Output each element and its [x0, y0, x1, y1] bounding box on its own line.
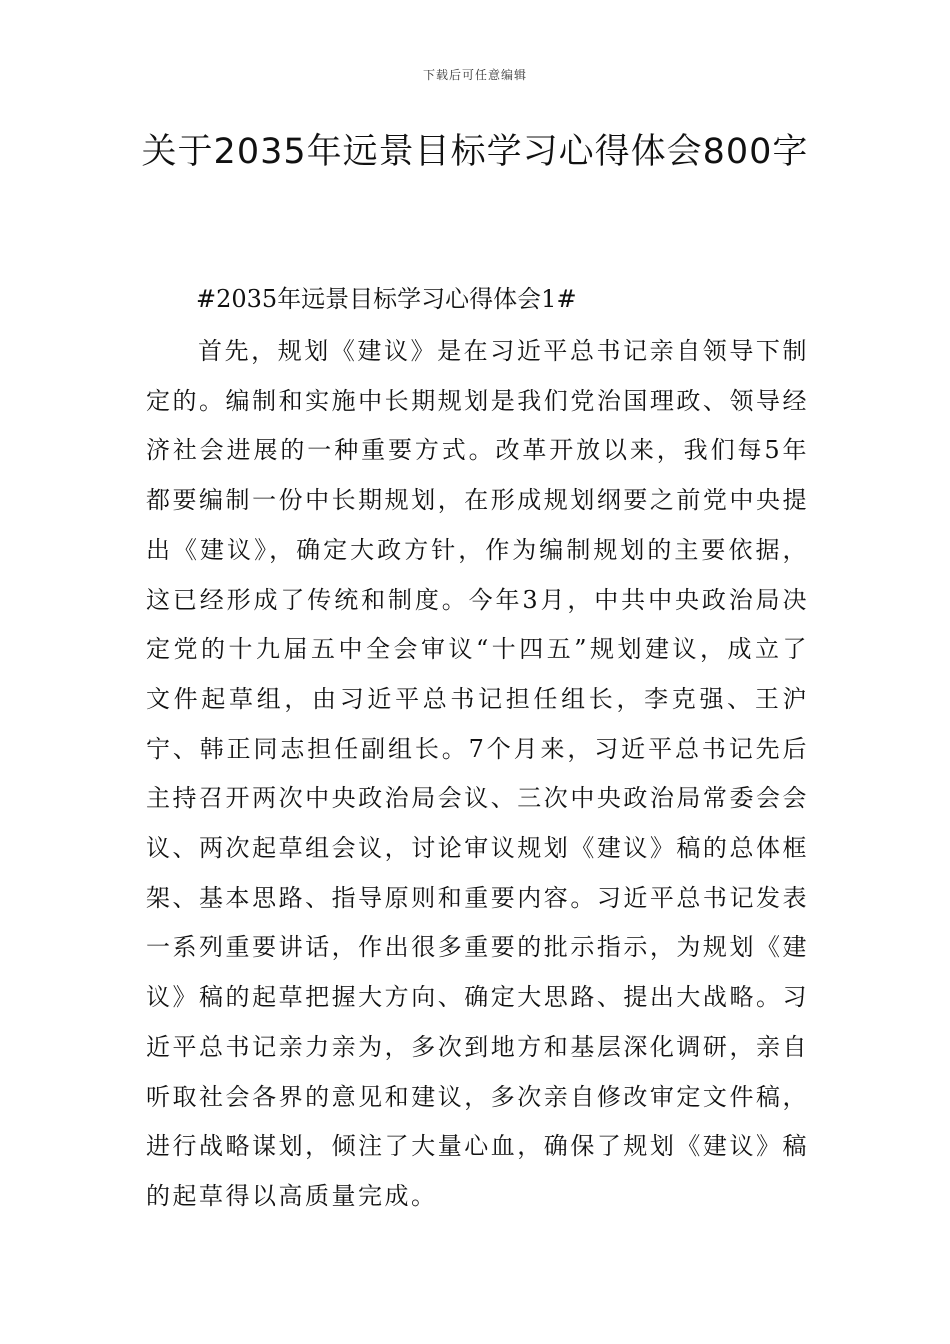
body-paragraph: 首先，规划《建议》是在习近平总书记亲自领导下制定的。编制和实施中长期规划是我们党治国理政、领导经济社会进展的一种重要方式。改革开放以来，我们每5年都要编制一份中长期规划，在形成规划纲要之前党中央提出《建议》，确定大政方针，作为编制规划的主要依据，这已经形成了传统和制度。今年3月，中共中央政治局决定党的十九届五中全会审议“十四五”规划建议，成立了文件起草组，由习近平总书记担任组长，李克强、王沪宁、韩正同志担任副组长。7个月来，习近平总书记先后主持召开两次中央政治局会议、三次中央政治局常委会会议、两次起草组会议，讨论审议规划《建议》稿的总体框架、基本思路、指导原则和重要内容。习近平总书记发表一系列重要讲话，作出很多重要的批示指示，为规划《建议》稿的起草把握大方向、确定大思路、提出大战略。习近平总书记亲力亲为，多次到地方和基层深化调研，亲自听取社会各界的意见和建议，多次亲自修改审定文件稿，进行战略谋划，倾注了大量心血，确保了规划《建议》稿的起草得以高质量完成。: [146, 337, 809, 1210]
section-heading: #2035年远景目标学习心得体会1#: [196, 285, 577, 313]
header-note: 下载后可任意编辑: [422, 68, 527, 82]
document-title: 关于2035年远景目标学习心得体会800字: [141, 132, 809, 172]
